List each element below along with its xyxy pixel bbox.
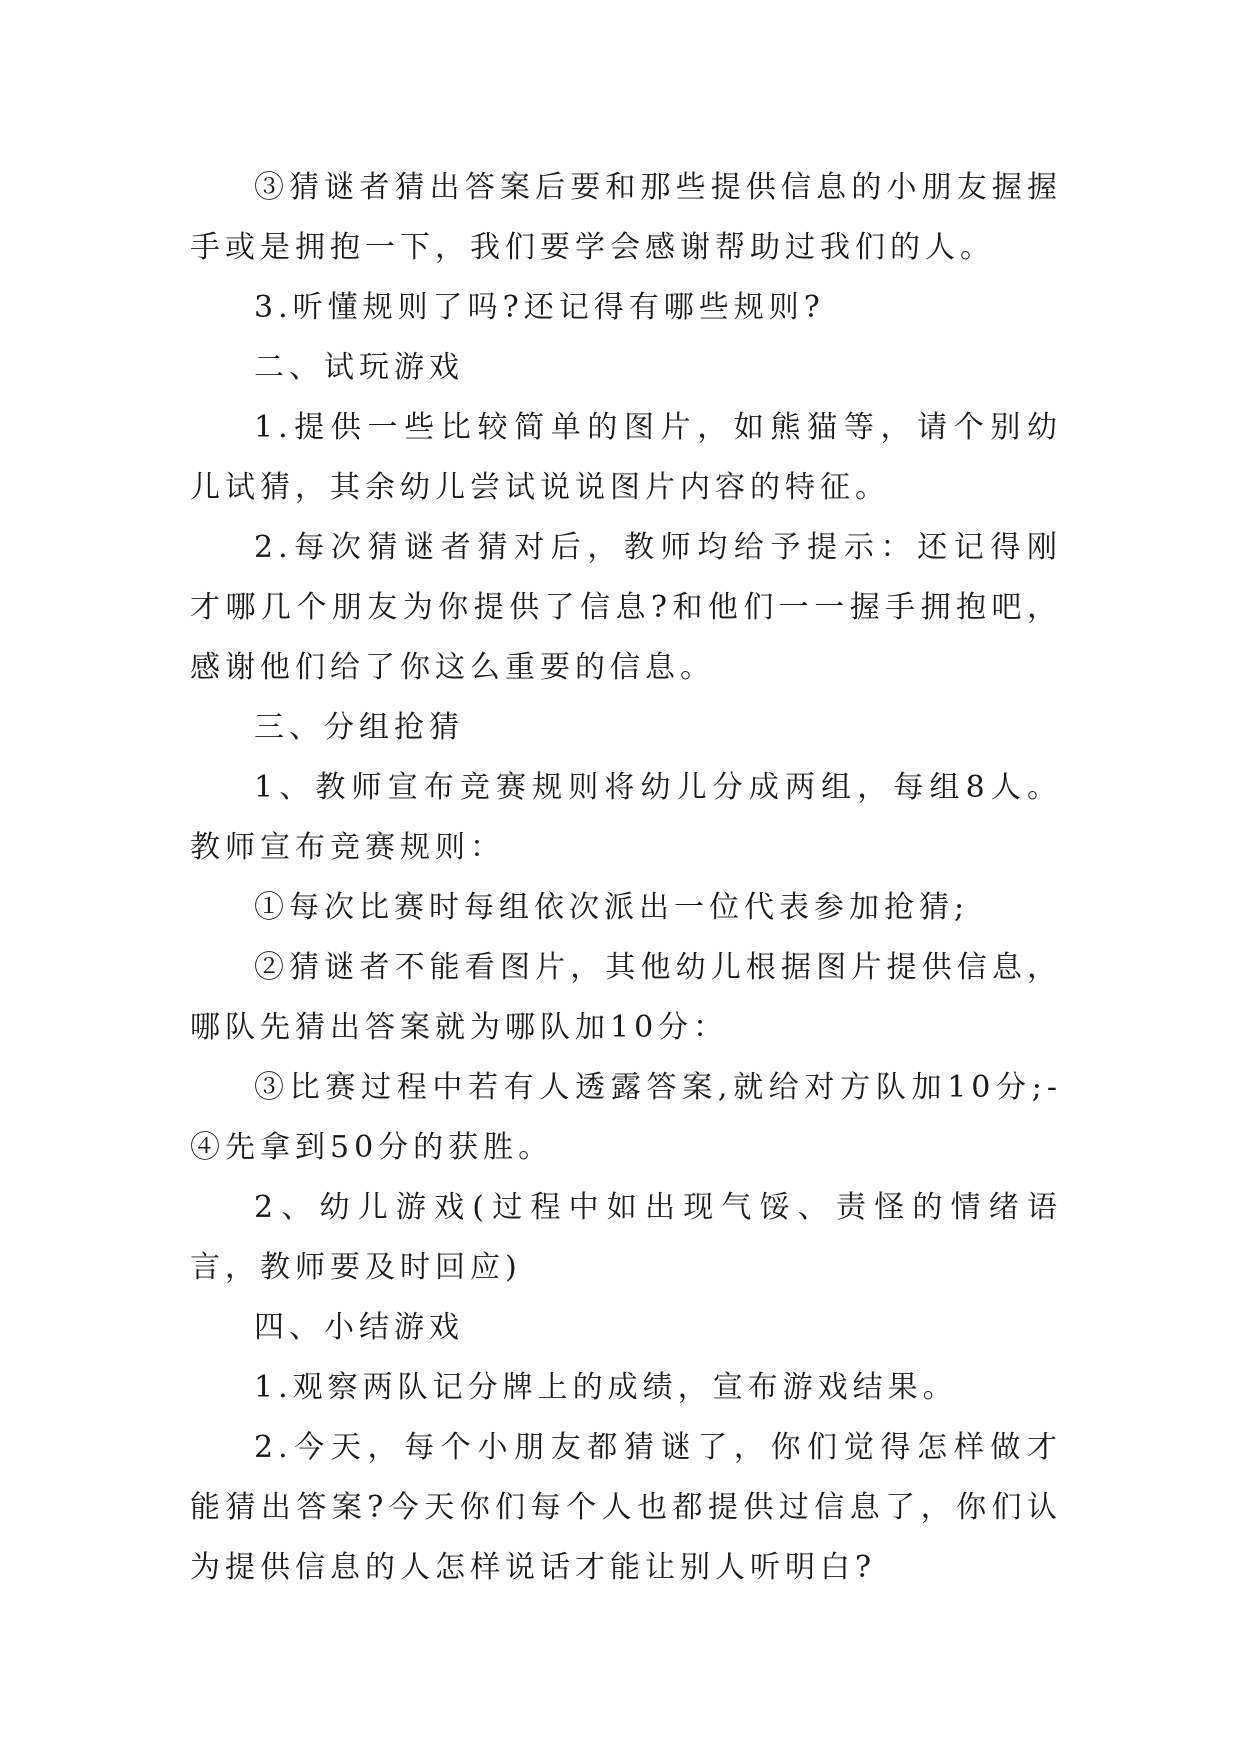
document-body [190,158,1062,1598]
paragraph-contest-rule-2: ②猜谜者不能看图片，其他幼儿根据图片提供信息，哪队先猜出答案就为哪队加10分： [190,950,1062,1045]
paragraph-rule-3-handshake: ③猜谜者猜出答案后要和那些提供信息的小朋友握握手或是拥抱一下，我们要学会感谢帮助过我们的人。 [190,170,1062,265]
paragraph-contest-1: 1、教师宣布竞赛规则将幼儿分成两组，每组8人。教师宣布竞赛规则： [190,770,1062,865]
paragraph-trial-1: 1.提供一些比较简单的图片，如熊猫等，请个别幼儿试猜，其余幼儿尝试说说图片内容的特征。 [190,410,1062,505]
section-heading-summary: 四、小结游戏 [254,1310,464,1345]
section-heading-trial-game: 二、试玩游戏 [254,350,464,385]
paragraph-summary-1: 1.观察两队记分牌上的成绩，宣布游戏结果。 [254,1370,958,1405]
paragraph-contest-rule-3: ③比赛过程中若有人透露答案,就给对方队加10分;-④先拿到50分的获胜。 [190,1070,1062,1165]
paragraph-review-rules: 3.听懂规则了吗?还记得有哪些规则? [254,290,825,325]
paragraph-trial-2: 2.每次猜谜者猜对后，教师均给予提示：还记得刚才哪几个朋友为你提供了信息?和他们一一握手拥抱吧，感谢他们给了你这么重要的信息。 [190,530,1062,685]
paragraph-contest-2: 2、幼儿游戏(过程中如出现气馁、责怪的情绪语言，教师要及时回应) [190,1190,1062,1285]
paragraph-contest-rule-1: ①每次比赛时每组依次派出一位代表参加抢猜; [254,890,970,925]
section-heading-group-contest: 三、分组抢猜 [254,710,464,745]
paragraph-summary-2: 2.今天，每个小朋友都猜谜了，你们觉得怎样做才能猜出答案?今天你们每个人也都提供过信息了，你们认为提供信息的人怎样说话才能让别人听明白? [190,1430,1062,1585]
